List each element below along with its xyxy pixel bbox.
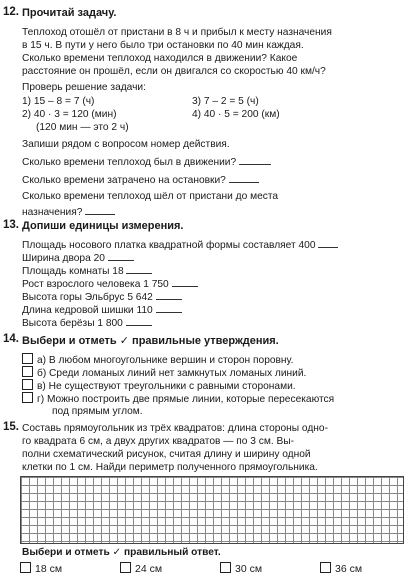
measure-text: Ширина двора 20: [22, 253, 105, 264]
answer-blank[interactable]: [85, 205, 115, 215]
measure-text: Площадь носового платка квадратной формы составляет 400: [22, 240, 316, 251]
measure-text: Площадь комнаты 18: [22, 266, 124, 277]
answer-option[interactable]: [220, 562, 262, 575]
checkbox[interactable]: [22, 392, 33, 403]
task-12-text-line: Сколько времени теплоход находился в движении? Какое: [22, 53, 298, 64]
answer-label: 36 см: [335, 563, 363, 575]
task-15-number: 15.: [3, 421, 19, 433]
drawing-grid[interactable]: [20, 476, 404, 544]
question-text: Сколько времени затрачено на остановки?: [22, 175, 226, 186]
unit-blank[interactable]: [318, 238, 338, 248]
answer-blank[interactable]: [229, 173, 259, 183]
unit-blank[interactable]: [156, 303, 182, 313]
unit-blank[interactable]: [172, 277, 198, 287]
answer-blank[interactable]: [239, 155, 271, 165]
task-15-text-line: Составь прямоугольник из трёх квадратов: длина стороны одно-: [22, 423, 328, 434]
task-15-text-line: клетки по 1 см. Найди периметр полученного прямоугольника.: [22, 462, 318, 473]
answer-label: 18 см: [35, 563, 63, 575]
task-13-title: Допиши единицы измерения.: [22, 220, 184, 232]
task-12-text-line: расстояние он прошёл, если он двигался со скоростью 40 км/ч?: [22, 66, 326, 77]
solution-step-2-note: (120 мин — это 2 ч): [36, 122, 129, 133]
unit-blank[interactable]: [156, 290, 182, 300]
task-15-choose-title: [22, 546, 221, 559]
statement-text: а) В любом многоугольнике вершин и сторон поровну.: [37, 355, 294, 366]
question-text: назначения?: [22, 207, 83, 218]
statement-option-g[interactable]: [22, 392, 334, 406]
task-14-title-pre: Выбери и отметь: [22, 335, 117, 347]
statement-text: б) Среди ломаных линий нет замкнутых ломаных линий.: [37, 368, 307, 379]
solution-step-3: 3) 7 – 2 = 5 (ч): [192, 96, 259, 107]
choose-pre: Выбери и отметь: [22, 547, 110, 558]
checkbox[interactable]: [120, 562, 131, 573]
checkbox[interactable]: [320, 562, 331, 573]
unit-blank[interactable]: [126, 264, 152, 274]
solution-step-4: 4) 40 · 5 = 200 (км): [192, 109, 280, 120]
measure-text: Длина кедровой шишки 110: [22, 305, 153, 316]
statement-option-a[interactable]: [22, 353, 293, 367]
unit-blank[interactable]: [108, 251, 134, 261]
measure-line: [22, 277, 198, 291]
measure-line: [22, 251, 134, 265]
task-12-number: 12.: [3, 6, 19, 18]
statement-text-continued: под прямым углом.: [52, 406, 143, 417]
checkbox[interactable]: [20, 562, 31, 573]
solution-step-2: 2) 40 · 3 = 120 (мин): [22, 109, 117, 120]
measure-text: Высота берёзы 1 800: [22, 318, 123, 329]
statement-option-b[interactable]: [22, 366, 306, 380]
question-line: [22, 205, 115, 219]
task-14-number: 14.: [3, 333, 19, 345]
measure-text: Высота горы Эльбрус 5 642: [22, 292, 153, 303]
statement-option-v[interactable]: [22, 379, 296, 393]
task-14-title-post: правильные утверждения.: [132, 335, 279, 347]
question-line: [22, 155, 271, 169]
task-12-write-title: Запиши рядом с вопросом номер действия.: [22, 139, 230, 150]
task-15-text-line: полни схематический рисунок, считая длину и ширину одной: [22, 449, 311, 460]
question-line: [22, 173, 259, 187]
task-14-title: [22, 334, 279, 347]
measure-line: [22, 290, 182, 304]
checkbox[interactable]: [220, 562, 231, 573]
task-12-title: Прочитай задачу.: [22, 7, 117, 19]
choose-post: правильный ответ.: [123, 547, 221, 558]
solution-step-1: 1) 15 – 8 = 7 (ч): [22, 96, 95, 107]
measure-text: Рост взрослого человека 1 750: [22, 279, 169, 290]
check-mark-icon: ✓: [119, 335, 129, 347]
measure-line: [22, 316, 152, 330]
task-12-check-title: Проверь решение задачи:: [22, 82, 146, 93]
check-mark-icon: ✓: [112, 547, 122, 558]
measure-line: [22, 303, 182, 317]
checkbox[interactable]: [22, 379, 33, 390]
task-12-text-line: Теплоход отошёл от пристани в 8 ч и прибыл к месту назначения: [22, 27, 332, 38]
statement-text: г) Можно построить две прямые линии, которые пересекаются: [37, 394, 335, 405]
question-text: Сколько времени теплоход шёл от пристани до места: [22, 191, 279, 202]
measure-line: [22, 238, 338, 252]
checkbox[interactable]: [22, 366, 33, 377]
task-13-number: 13.: [3, 219, 19, 231]
answer-option[interactable]: [120, 562, 162, 575]
answer-option[interactable]: [20, 562, 62, 575]
question-text: Сколько времени теплоход был в движении?: [22, 157, 237, 168]
task-15-text-line: го квадрата 6 см, а двух других квадратов — по 3 см. Вы-: [22, 436, 295, 447]
unit-blank[interactable]: [126, 316, 152, 326]
task-12-text-line: в 15 ч. В пути у него было три остановки по 40 мин каждая.: [22, 40, 304, 51]
statement-text: в) Не существуют треугольники с равными сторонами.: [37, 381, 296, 392]
answer-option[interactable]: [320, 562, 362, 575]
measure-line: [22, 264, 152, 278]
answer-label: 30 см: [235, 563, 263, 575]
checkbox[interactable]: [22, 353, 33, 364]
answer-label: 24 см: [135, 563, 163, 575]
